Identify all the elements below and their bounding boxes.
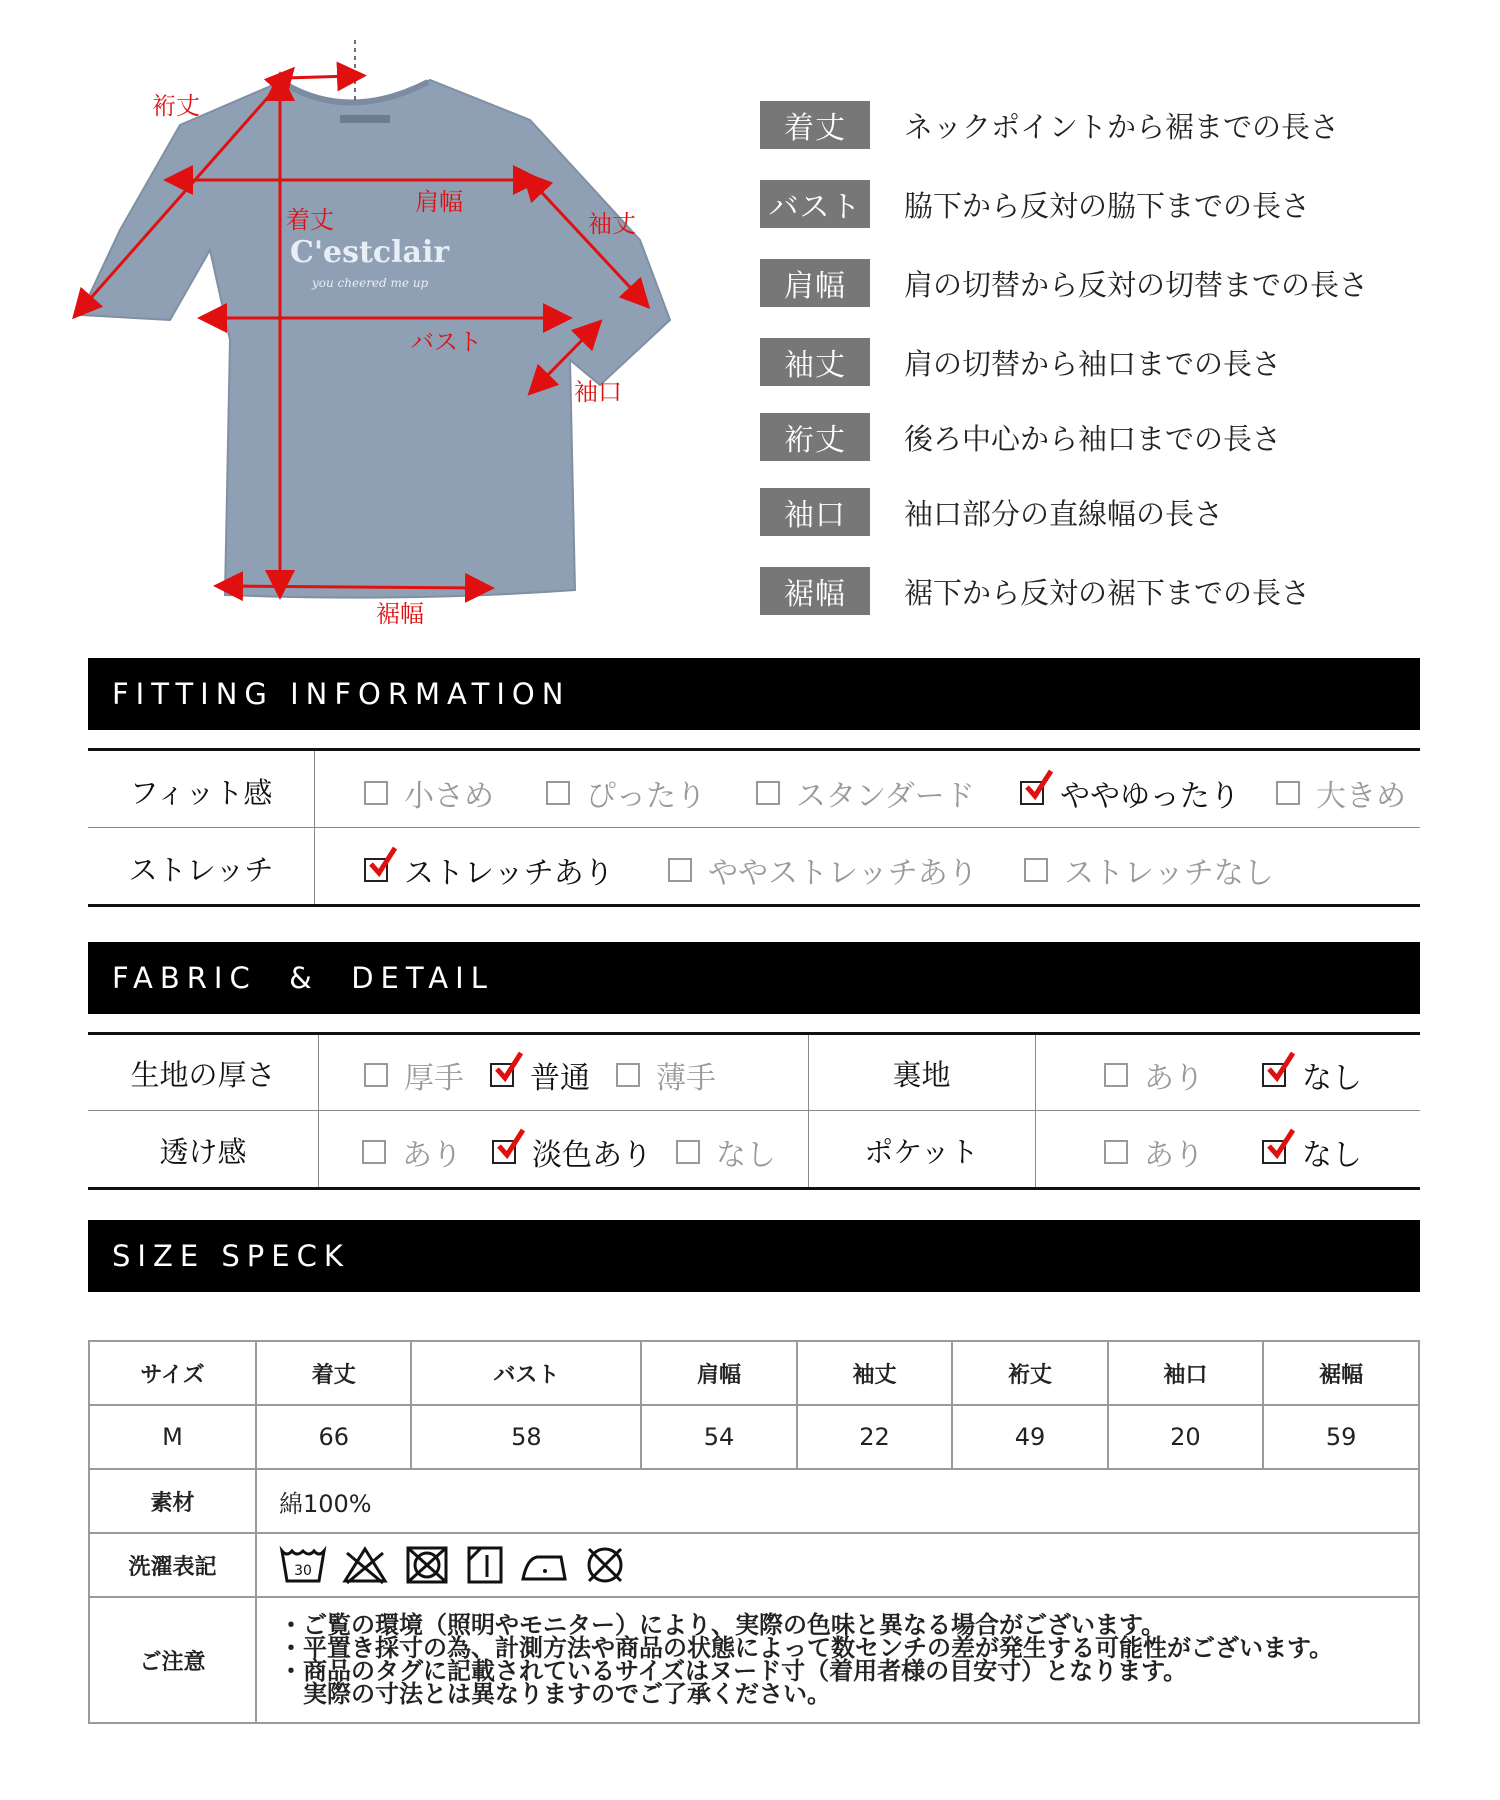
material-row [89, 1469, 1419, 1533]
material-value: 綿100% [256, 1469, 1419, 1533]
pocket-label: ポケット [864, 1135, 979, 1169]
size-table [88, 1340, 1420, 1724]
legend-term: 裄丈 [760, 413, 870, 461]
note-line: ・商品のタグに記載されているサイズはヌード寸（着用者様の目安寸）となります。 [279, 1657, 1188, 1685]
checkbox-icon [364, 781, 388, 805]
checkbox-icon [668, 858, 692, 882]
shirt-measurement-diagram [60, 30, 680, 650]
fit-option-just[interactable]: ぴったり [546, 771, 706, 815]
label-susohaba: 裾幅 [376, 600, 424, 628]
legend-desc: ネックポイントから裾までの長さ [904, 109, 1340, 144]
size-value-row [89, 1405, 1419, 1469]
legend-row-yukitake [760, 413, 1281, 461]
legend-row-sodetake [760, 338, 1281, 386]
notes-text [256, 1597, 1419, 1723]
material-label: 素材 [89, 1469, 256, 1533]
sheer-label: 透け感 [159, 1135, 247, 1169]
notes-row [89, 1597, 1419, 1723]
checkbox-checked-icon [1262, 1140, 1286, 1164]
thickness-option-thin[interactable]: 薄手 [616, 1053, 716, 1097]
size-section-title: SIZE SPECK [88, 1220, 1420, 1292]
fit-option-large[interactable]: 大きめ [1276, 771, 1406, 815]
iron-low-icon [519, 1545, 569, 1585]
checkbox-icon [1024, 858, 1048, 882]
sheer-option-none[interactable]: なし [676, 1130, 776, 1174]
legend-term: 袖口 [760, 488, 870, 536]
no-dry-clean-icon [583, 1545, 627, 1585]
checkbox-icon [364, 1063, 388, 1087]
header-cell: 肩幅 [641, 1341, 796, 1405]
lining-option-yes[interactable]: あり [1104, 1053, 1204, 1097]
value-cell: M [89, 1405, 256, 1469]
legend-row-bust [760, 180, 1310, 228]
fit-option-small[interactable]: 小さめ [364, 771, 494, 815]
no-tumble-dry-icon [403, 1545, 451, 1585]
value-cell: 66 [256, 1405, 411, 1469]
label-sodetake: 袖丈 [588, 210, 636, 238]
print-subtext: you cheered me up [312, 276, 429, 290]
pocket-option-yes[interactable]: あり [1104, 1130, 1204, 1174]
note-line: 実際の寸法とは異なりますのでご了承ください。 [279, 1680, 831, 1708]
label-bust: バスト [410, 328, 482, 356]
print-text: C'estclair [290, 235, 450, 270]
fit-option-standard[interactable]: スタンダード [756, 771, 975, 815]
size-header-row [89, 1341, 1419, 1405]
thickness-option-thick[interactable]: 厚手 [364, 1053, 464, 1097]
fabric-section-title: FABRIC & DETAIL [88, 942, 1420, 1014]
legend-row-kitake [760, 101, 1339, 149]
legend-term: 袖丈 [760, 338, 870, 386]
value-cell: 58 [411, 1405, 641, 1469]
value-cell: 22 [797, 1405, 952, 1469]
legend-row-susohaba [760, 567, 1310, 615]
label-katahaba: 肩幅 [415, 188, 463, 216]
lining-option-none[interactable]: なし [1262, 1053, 1362, 1097]
checkbox-icon [756, 781, 780, 805]
wash-30-icon [279, 1545, 327, 1585]
legend-row-sodeguchi [760, 488, 1223, 536]
checkbox-icon [676, 1140, 700, 1164]
lining-label: 裏地 [892, 1058, 951, 1092]
label-yukitake: 裄丈 [152, 92, 200, 120]
care-label: 洗濯表記 [89, 1533, 256, 1597]
line-dry-shade-icon [465, 1545, 505, 1585]
legend-desc: 肩の切替から袖口までの長さ [904, 346, 1282, 381]
legend-desc: 袖口部分の直線幅の長さ [904, 496, 1224, 531]
legend-term: 着丈 [760, 101, 870, 149]
no-bleach-icon [341, 1545, 389, 1585]
care-row [89, 1533, 1419, 1597]
pocket-option-none[interactable]: なし [1262, 1130, 1362, 1174]
fit-label: フィット感 [129, 776, 273, 810]
legend-desc: 後ろ中心から袖口までの長さ [904, 421, 1282, 456]
stretch-label: ストレッチ [128, 853, 274, 887]
header-cell: 袖口 [1108, 1341, 1263, 1405]
header-cell: バスト [411, 1341, 641, 1405]
label-sodeguchi: 袖口 [574, 378, 622, 406]
fitting-section-title: FITTING INFORMATION [88, 658, 1420, 730]
fit-option-relaxed[interactable]: ややゆったり [1020, 771, 1240, 815]
value-cell: 20 [1108, 1405, 1263, 1469]
checkbox-icon [1276, 781, 1300, 805]
label-kitake: 着丈 [286, 206, 334, 234]
header-cell: 裾幅 [1263, 1341, 1419, 1405]
thickness-option-normal[interactable]: 普通 [490, 1053, 590, 1097]
legend-row-katahaba [760, 259, 1368, 307]
note-line: ・ご覧の環境（照明やモニター）により、実際の色味と異なる場合がございます。 [279, 1611, 1166, 1639]
care-icons [256, 1533, 1419, 1597]
legend-desc: 脇下から反対の脇下までの長さ [904, 188, 1311, 223]
stretch-option-slight[interactable]: ややストレッチあり [668, 848, 978, 892]
susohaba-line [228, 586, 480, 588]
checkbox-checked-icon [1020, 781, 1044, 805]
wash-temperature: 30 [294, 1563, 312, 1579]
legend-term: 裾幅 [760, 567, 870, 615]
stretch-option-none[interactable]: ストレッチなし [1024, 848, 1274, 892]
checkbox-checked-icon [364, 858, 388, 882]
checkbox-icon [1104, 1140, 1128, 1164]
sheer-option-yes[interactable]: あり [362, 1130, 462, 1174]
sheer-option-light-colors[interactable]: 淡色あり [492, 1130, 652, 1174]
value-cell: 49 [952, 1405, 1107, 1469]
stretch-option-yes[interactable]: ストレッチあり [364, 848, 614, 892]
header-cell: 袖丈 [797, 1341, 952, 1405]
legend-term: バスト [760, 180, 870, 228]
header-cell: サイズ [89, 1341, 256, 1405]
notes-label: ご注意 [89, 1597, 256, 1723]
header-cell: 裄丈 [952, 1341, 1107, 1405]
checkbox-icon [546, 781, 570, 805]
note-line: ・平置き採寸の為、計測方法や商品の状態によって数センチの差が発生する可能性がございます。 [279, 1634, 1334, 1662]
checkbox-icon [362, 1140, 386, 1164]
checkbox-icon [1104, 1063, 1128, 1087]
header-cell: 着丈 [256, 1341, 411, 1405]
checkbox-checked-icon [1262, 1063, 1286, 1087]
value-cell: 59 [1263, 1405, 1419, 1469]
checkbox-checked-icon [492, 1140, 516, 1164]
checkbox-icon [616, 1063, 640, 1087]
legend-term: 肩幅 [760, 259, 870, 307]
thickness-label: 生地の厚さ [130, 1058, 276, 1092]
value-cell: 54 [641, 1405, 796, 1469]
checkbox-checked-icon [490, 1063, 514, 1087]
legend-desc: 裾下から反対の裾下までの長さ [904, 575, 1311, 610]
legend-desc: 肩の切替から反対の切替までの長さ [904, 267, 1369, 302]
